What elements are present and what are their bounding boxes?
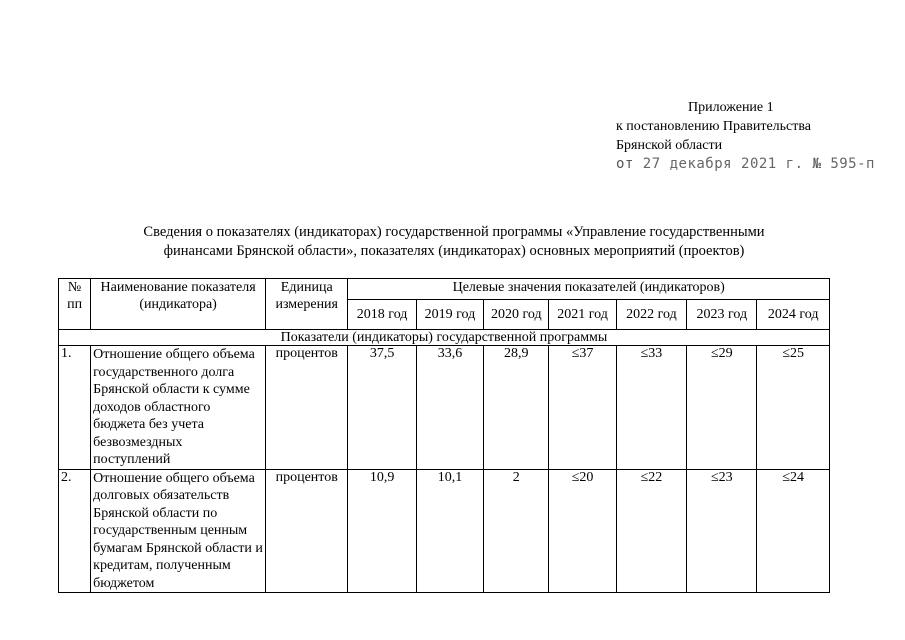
decree-date: 27 декабря 2021 г. xyxy=(642,156,804,172)
heading-line-2: финансами Брянской области», показателях (индикаторах) основных мероприятий (проектов) xyxy=(163,243,745,259)
appendix-line-region: Брянской области xyxy=(616,138,723,153)
header-name: Наименование показателя (индикатора) xyxy=(91,279,266,330)
row-number: 2. xyxy=(59,469,91,593)
header-year: 2021 год xyxy=(549,299,616,329)
row-indicator-name: Отношение общего объема государственного долга Брянской области к сумме доходов областного бюджета без учета безвозмездных поступлений xyxy=(91,346,266,470)
row-value: 33,6 xyxy=(416,346,483,470)
header-num: № пп xyxy=(59,279,91,330)
decree-prefix: от xyxy=(616,156,634,172)
row-value: 37,5 xyxy=(348,346,416,470)
header-year: 2020 год xyxy=(484,299,549,329)
row-value: 10,9 xyxy=(348,469,416,593)
heading-line-1: Сведения о показателях (индикаторах) государственной программы «Управление государственными xyxy=(143,224,765,240)
indicators-table xyxy=(58,278,830,593)
row-value: ≤37 xyxy=(549,346,616,470)
table-row xyxy=(59,346,830,470)
decree-number: 595-п xyxy=(830,156,875,172)
row-value: ≤25 xyxy=(757,346,830,470)
section-title: Показатели (индикаторы) государственной программы xyxy=(59,330,830,346)
header-unit: Единица измерения xyxy=(266,279,348,330)
decree-number-label: № xyxy=(812,156,822,172)
header-targets: Целевые значения показателей (индикаторов) xyxy=(348,279,830,300)
row-unit: процентов xyxy=(266,346,348,470)
header-year: 2023 год xyxy=(687,299,757,329)
table-header-row-1 xyxy=(59,279,830,300)
row-value: ≤22 xyxy=(616,469,686,593)
appendix-block xyxy=(616,98,875,174)
header-year: 2024 год xyxy=(757,299,830,329)
decree-line xyxy=(616,155,875,174)
table-row xyxy=(59,469,830,593)
row-value: ≤20 xyxy=(549,469,616,593)
row-value: 28,9 xyxy=(484,346,549,470)
row-indicator-name: Отношение общего объема долговых обязательств Брянской области по государственным ценным бумагам Брянской области и кредитам, полученным бюджетом xyxy=(91,469,266,593)
appendix-title: Приложение 1 xyxy=(688,100,774,115)
row-value: 10,1 xyxy=(416,469,483,593)
appendix-line-decree-ref: к постановлению Правительства xyxy=(616,119,812,134)
row-value: 2 xyxy=(484,469,549,593)
row-value: ≤24 xyxy=(757,469,830,593)
header-year: 2019 год xyxy=(416,299,483,329)
row-value: ≤23 xyxy=(687,469,757,593)
row-number: 1. xyxy=(59,346,91,470)
document-heading xyxy=(60,223,848,261)
header-year: 2022 год xyxy=(616,299,686,329)
row-unit: процентов xyxy=(266,469,348,593)
header-year: 2018 год xyxy=(348,299,416,329)
row-value: ≤29 xyxy=(687,346,757,470)
section-row xyxy=(59,330,830,346)
row-value: ≤33 xyxy=(616,346,686,470)
